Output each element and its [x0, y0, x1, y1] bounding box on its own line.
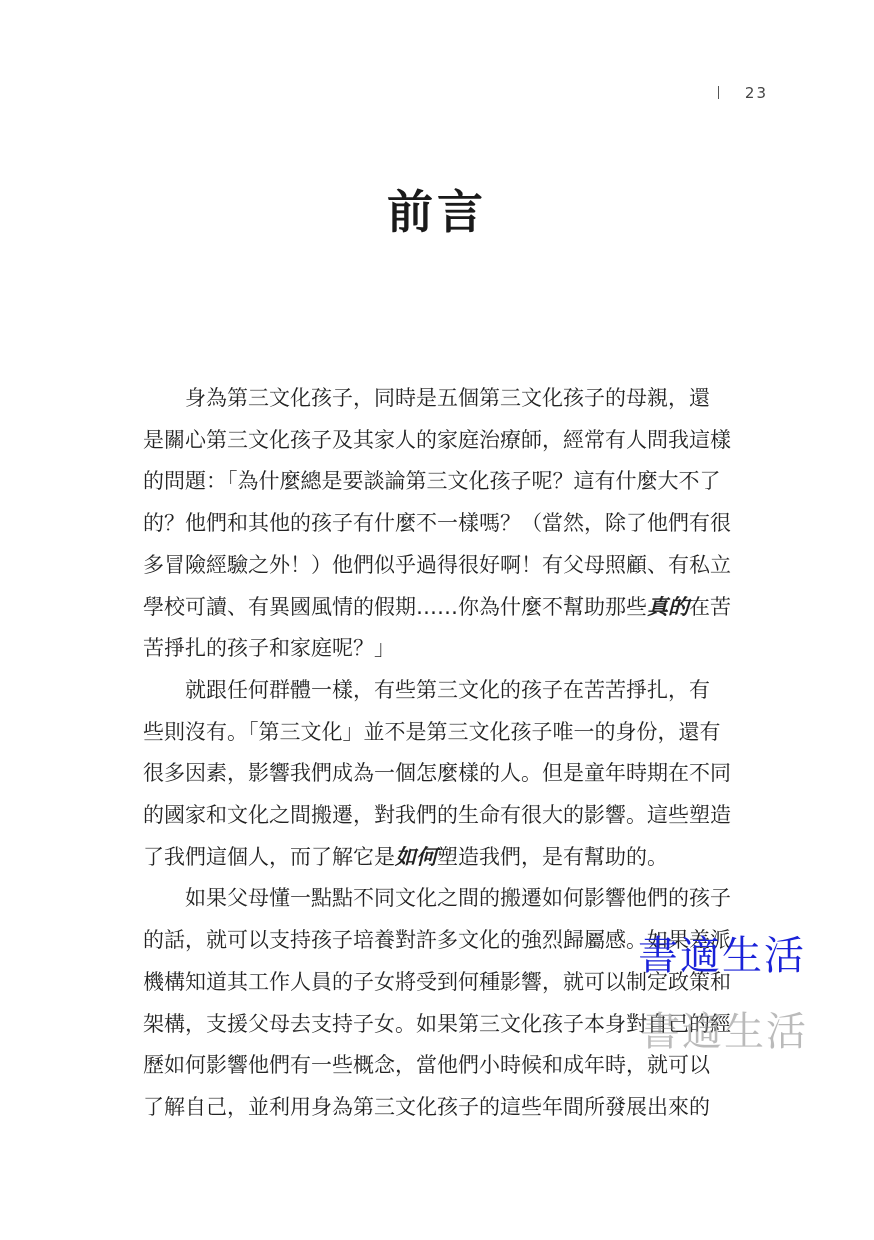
emphasis-text: 真的: [647, 594, 689, 619]
text-line: 就跟任何群體一樣，有些第三文化的孩子在苦苦掙扎，有: [185, 677, 710, 702]
text-run: 塑造我們，是有幫助的。: [437, 844, 668, 869]
watermark-primary: 書適生活: [638, 933, 806, 979]
text-line: 是關心第三文化孩子及其家人的家庭治療師，經常有人問我這樣: [143, 427, 731, 452]
text-line: 機構知道其工作人員的子女將受到何種影響，就可以制定政策和: [143, 969, 731, 994]
folio-divider: [718, 86, 719, 99]
page-number-text: 23: [744, 84, 768, 102]
text-line: 如果父母懂一點點不同文化之間的搬遷如何影響他們的孩子: [185, 886, 731, 911]
paragraph-1: [143, 378, 769, 670]
text-line: 架構，支援父母去支持子女。如果第三文化孩子本身對自己的經: [143, 1011, 731, 1036]
emphasis-text: 如何: [395, 844, 437, 869]
text-line: 的？他們和其他的孩子有什麼不一樣嗎？（當然，除了他們有很: [143, 511, 731, 536]
text-line: [143, 587, 769, 629]
paragraph-2: [143, 670, 769, 879]
text-run: 學校可讀、有異國風情的假期……你為什麼不幫助那些: [143, 594, 647, 619]
text-line: [143, 837, 769, 879]
text-line: 多冒險經驗之外！）他們似乎過得很好啊！有父母照顧、有私立: [143, 552, 731, 577]
chapter-title: 前言: [387, 185, 487, 239]
text-line: 的問題：「為什麼總是要談論第三文化孩子呢？這有什麼大不了: [143, 469, 721, 494]
text-line: 的話，就可以支持孩子培養對許多文化的強烈歸屬感。如果差派: [143, 928, 731, 953]
text-line: 些則沒有。「第三文化」並不是第三文化孩子唯一的身份，還有: [143, 719, 721, 744]
page-number: [718, 84, 768, 102]
text-line: 很多因素，影響我們成為一個怎麼樣的人。但是童年時期在不同: [143, 761, 731, 786]
watermark-secondary: 書適生活: [640, 1009, 808, 1055]
text-line: 苦掙扎的孩子和家庭呢？」: [143, 636, 395, 661]
text-line: 歷如何影響他們有一些概念，當他們小時候和成年時，就可以: [143, 1053, 710, 1078]
text-run: 在苦: [689, 594, 731, 619]
text-line: 身為第三文化孩子，同時是五個第三文化孩子的母親，還: [185, 386, 710, 410]
text-line: 的國家和文化之間搬遷，對我們的生命有很大的影響。這些塑造: [143, 803, 731, 828]
text-run: 了我們這個人，而了解它是: [143, 844, 395, 869]
text-line: 了解自己，並利用身為第三文化孩子的這些年間所發展出來的: [143, 1094, 710, 1119]
